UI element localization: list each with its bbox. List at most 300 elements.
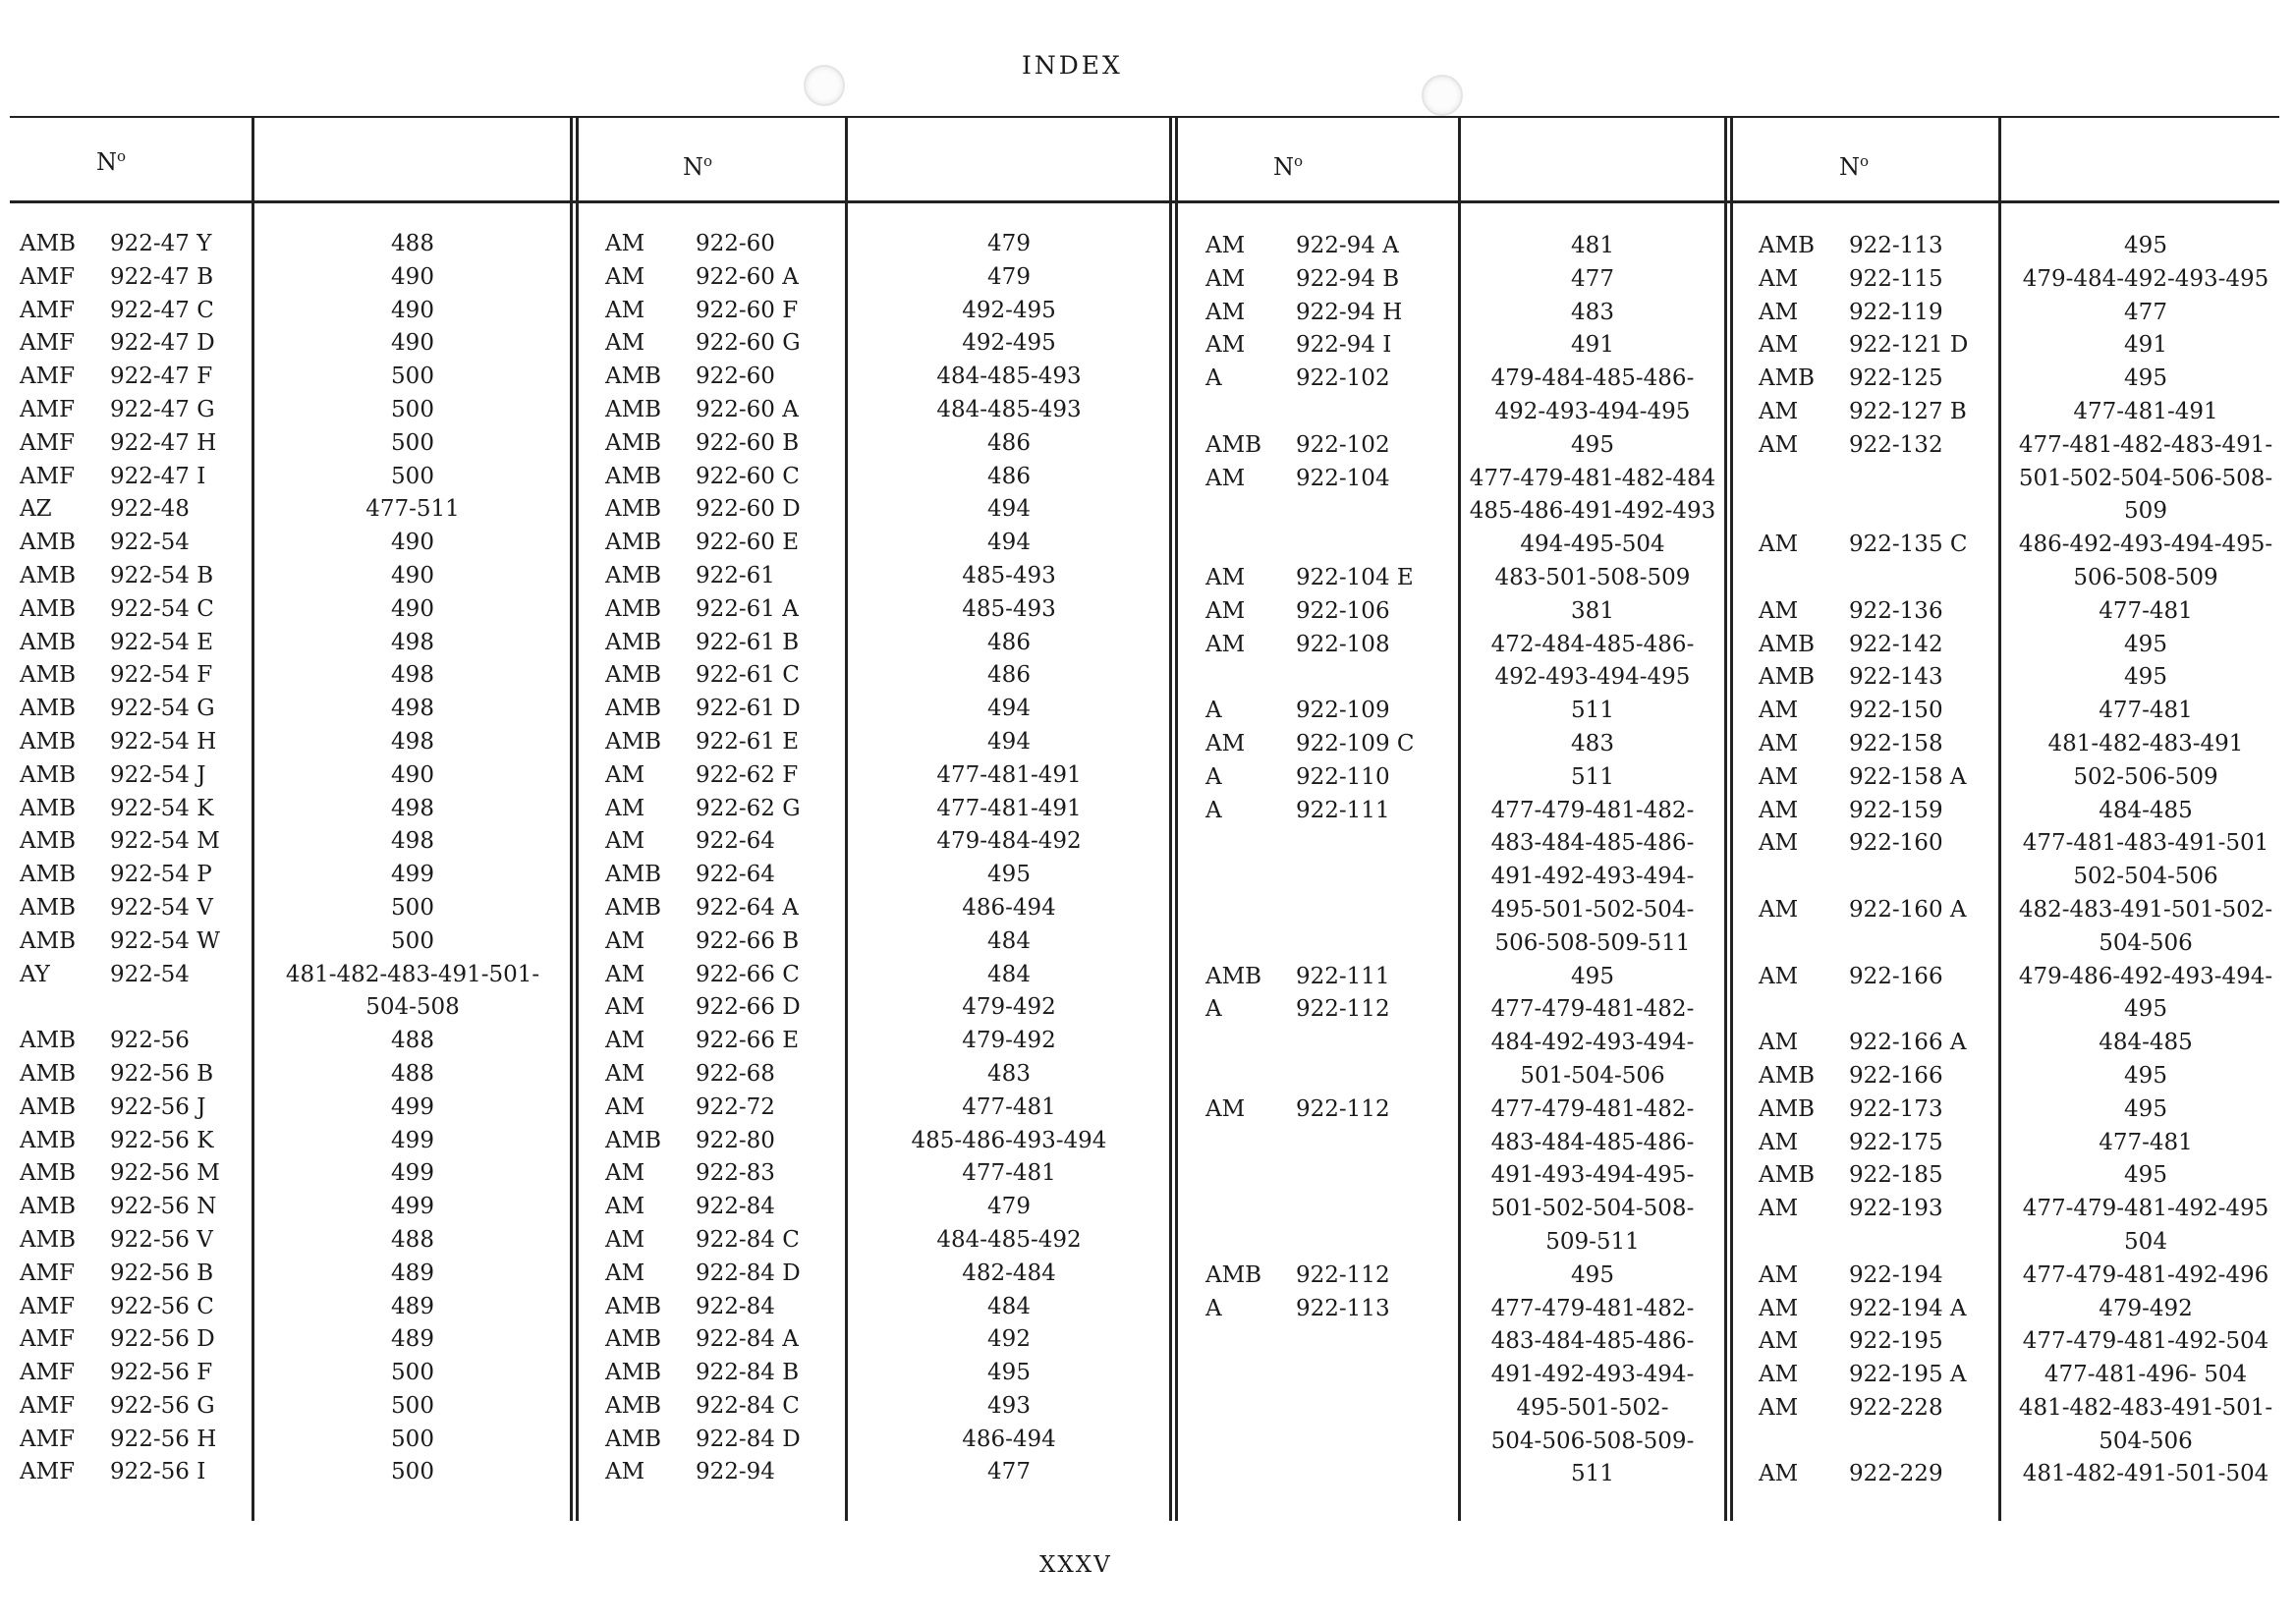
index-code-row (1759, 993, 1996, 1027)
code-prefix: AM (1205, 1095, 1246, 1122)
code-prefix: AMB (605, 530, 662, 556)
code-number: 922-115 (1849, 265, 1943, 292)
page-references: 495 (2124, 1162, 2167, 1189)
page-references: 492-495 (962, 297, 1056, 323)
page-references: 477-479-481-482- (1490, 996, 1695, 1023)
page-references: 501-502-504-508- (1490, 1196, 1695, 1222)
code-prefix: AMB (605, 595, 662, 622)
index-code-row (1205, 562, 1455, 595)
code-number: 922-113 (1849, 233, 1943, 258)
code-prefix: AMB (20, 894, 77, 921)
code-number: 922-132 (1849, 431, 1943, 458)
code-number: 922-158 (1849, 730, 1943, 756)
page-references: 495 (2124, 996, 2167, 1023)
page-references: 477-481-483-491-501 (2022, 830, 2269, 857)
index-code-row (605, 1390, 841, 1424)
index-code-row (605, 1456, 841, 1489)
code-prefix: AM (1759, 1461, 1799, 1487)
page-references: 490 (391, 562, 434, 588)
index-code-row (1759, 1426, 1996, 1459)
index-code-row (1759, 1325, 1996, 1359)
page-references: 490 (391, 761, 434, 788)
code-number: 922-60 A (696, 263, 799, 290)
page-references: 499 (391, 1093, 434, 1120)
code-number: 922-119 (1849, 299, 1943, 325)
index-code-row (605, 991, 841, 1025)
code-prefix: AMB (20, 828, 77, 855)
page-references: 495 (2124, 631, 2167, 657)
page-references: 490 (391, 263, 434, 290)
page-references: 509 (2124, 498, 2167, 525)
code-prefix: AMB (20, 761, 77, 788)
page-references: 494-495-504 (1520, 532, 1665, 558)
code-number: 922-47 B (110, 263, 214, 290)
code-prefix: AMB (20, 1194, 77, 1220)
section-divider (570, 116, 573, 1521)
code-prefix: AMB (20, 728, 77, 755)
code-prefix: AMB (605, 496, 662, 523)
code-prefix: AMF (20, 429, 76, 456)
page-references: 477-479-481-482-484 (1469, 465, 1716, 491)
page-references: 498 (391, 696, 434, 722)
index-code-row (1759, 728, 1996, 761)
page-references: 488 (391, 1060, 434, 1087)
page-references: 492 (987, 1326, 1031, 1353)
code-number: 922-47 C (110, 297, 214, 323)
index-code-row (20, 493, 246, 527)
code-prefix: AMF (20, 463, 76, 489)
index-code-row (1759, 761, 1996, 795)
page-references: 499 (391, 1194, 434, 1220)
page-references: 494 (987, 728, 1031, 755)
code-prefix: AM (1759, 532, 1799, 558)
index-code-row (605, 825, 841, 859)
code-number: 922-160 A (1849, 896, 1967, 923)
code-number: 922-56 C (110, 1293, 214, 1319)
code-prefix: AMB (605, 662, 662, 689)
index-code-row (605, 1323, 841, 1357)
page-references: 482-484 (962, 1260, 1056, 1286)
page-references: 477-481-491 (936, 761, 1082, 788)
pages-column-4 (2000, 230, 2291, 1491)
index-code-row (605, 1424, 841, 1457)
index-code-row (1205, 761, 1455, 795)
page-references: 479 (987, 263, 1031, 290)
index-code-row (1759, 429, 1996, 463)
code-number: 922-54 H (110, 728, 217, 755)
index-code-row (20, 627, 246, 660)
page-references: 484-485 (2099, 1030, 2193, 1056)
code-number: 922-110 (1296, 763, 1390, 790)
page-number: XXXV (1039, 1552, 1112, 1578)
code-number: 922-54 (110, 961, 190, 987)
code-prefix: AZ (20, 496, 52, 523)
code-prefix: AMB (20, 1127, 77, 1153)
code-number: 922-109 C (1296, 730, 1415, 756)
code-number: 922-54 G (110, 696, 215, 722)
page-references: 490 (391, 595, 434, 622)
index-code-row (1205, 1093, 1455, 1127)
page-references: 479-486-492-493-494- (2018, 963, 2273, 989)
index-code-row (1759, 894, 1996, 927)
code-number: 922-84 B (696, 1360, 800, 1386)
page-references: 486-492-493-494-495- (2018, 532, 2273, 558)
code-prefix: AMB (1205, 1261, 1262, 1288)
page-references: 484-485-493 (936, 364, 1082, 390)
page-references: 477-481 (962, 1160, 1056, 1187)
page-references: 481-482-491-501-504 (2022, 1461, 2269, 1487)
index-code-row (1759, 1260, 1996, 1293)
code-number: 922-195 A (1849, 1362, 1967, 1388)
code-prefix: AMB (1205, 963, 1262, 989)
page-references: 486-494 (962, 1426, 1056, 1452)
code-prefix: AMB (605, 728, 662, 755)
index-code-row (20, 1224, 246, 1258)
code-number: 922-64 (696, 862, 775, 888)
code-prefix: AMB (20, 696, 77, 722)
page-references: 486 (987, 629, 1031, 655)
index-code-row (1759, 1193, 1996, 1226)
code-number: 922-56 N (110, 1194, 217, 1220)
code-number: 922-56 D (110, 1326, 215, 1353)
page-references: 500 (391, 1360, 434, 1386)
page-references: 479-492 (2099, 1295, 2193, 1321)
page-references: 495 (1571, 1261, 1614, 1288)
code-prefix: AMB (605, 463, 662, 489)
index-code-row (1205, 661, 1455, 695)
page-references: 489 (391, 1293, 434, 1319)
index-code-row (1205, 595, 1455, 629)
code-number: 922-195 (1849, 1328, 1943, 1355)
code-prefix: AMB (20, 795, 77, 821)
index-code-row (1759, 529, 1996, 562)
index-code-row (1759, 1027, 1996, 1060)
code-prefix: AM (1759, 299, 1799, 325)
index-code-row (1759, 629, 1996, 662)
code-number: 922-94 (696, 1459, 775, 1485)
code-number: 922-106 (1296, 597, 1390, 624)
page-references: 511 (1571, 698, 1614, 724)
code-number: 922-54 P (110, 862, 212, 888)
index-code-row (20, 859, 246, 892)
page-references: 488 (391, 1028, 434, 1054)
code-prefix: AM (1759, 1394, 1799, 1421)
index-code-row (20, 1323, 246, 1357)
page-references: 491-492-493-494- (1490, 1362, 1695, 1388)
page-references: 485-486-493-494 (911, 1127, 1107, 1153)
index-code-row (1205, 297, 1455, 330)
pages-column-1 (257, 228, 568, 1489)
page-references: 499 (391, 1160, 434, 1187)
code-number: 922-113 (1296, 1295, 1390, 1321)
code-number: 922-84 (696, 1194, 775, 1220)
page-references: 477 (1571, 265, 1614, 292)
code-prefix: A (1205, 698, 1222, 724)
code-prefix: AM (605, 297, 645, 323)
page-references: 500 (391, 463, 434, 489)
index-code-row (20, 560, 246, 593)
index-code-row (605, 394, 841, 427)
page-references: 500 (391, 1459, 434, 1485)
code-number: 922-47 Y (110, 231, 212, 256)
index-code-row (605, 1157, 841, 1191)
code-number: 922-150 (1849, 698, 1943, 724)
index-code-row (1759, 230, 1996, 263)
index-code-row (20, 461, 246, 494)
code-prefix: AM (1205, 465, 1246, 491)
index-code-row (1205, 529, 1455, 562)
code-prefix: AMF (20, 364, 76, 390)
code-number: 922-94 H (1296, 299, 1403, 325)
code-prefix: AM (605, 828, 645, 855)
index-code-row (605, 659, 841, 693)
index-code-row (1205, 1159, 1455, 1193)
index-code-row (20, 261, 246, 295)
code-prefix: AM (1759, 1295, 1799, 1321)
page-references: 488 (391, 231, 434, 256)
page-references: 479 (987, 1194, 1031, 1220)
page-references: 506-508-509-511 (1494, 929, 1691, 956)
code-prefix: AMF (20, 1360, 76, 1386)
index-code-row (605, 1357, 841, 1390)
page-references: 492-493-494-495 (1494, 664, 1691, 691)
code-prefix: AMB (1759, 631, 1816, 657)
code-number: 922-61 E (696, 728, 800, 755)
section-divider (576, 116, 579, 1521)
code-number: 922-54 C (110, 595, 214, 622)
code-number: 922-104 (1296, 465, 1390, 491)
index-code-row (1205, 230, 1455, 263)
index-code-row (1205, 629, 1455, 662)
code-number: 922-60 G (696, 330, 801, 357)
index-code-row (605, 1258, 841, 1291)
index-code-row (20, 327, 246, 361)
page-references: 484-485-493 (936, 396, 1082, 422)
index-code-row (1759, 1458, 1996, 1491)
index-code-row (1205, 1458, 1455, 1491)
code-number: 922-185 (1849, 1162, 1943, 1189)
index-code-row (1205, 1392, 1455, 1426)
code-prefix: AM (1759, 1129, 1799, 1155)
code-prefix: AMB (20, 1093, 77, 1120)
code-number: 922-60 D (696, 496, 801, 523)
index-code-row (605, 361, 841, 394)
page-references: 477-481 (2099, 1129, 2193, 1155)
code-prefix: AM (605, 1260, 645, 1286)
page-references: 495 (2124, 233, 2167, 258)
page-references: 509-511 (1545, 1228, 1640, 1255)
index-code-row (20, 361, 246, 394)
page-references: 495 (2124, 1095, 2167, 1122)
code-number: 922-104 E (1296, 564, 1414, 590)
page-references: 490 (391, 330, 434, 357)
index-code-row (20, 892, 246, 925)
code-number: 922-64 A (696, 894, 799, 921)
code-number: 922-56 B (110, 1260, 214, 1286)
page-references: 500 (391, 1392, 434, 1419)
code-number: 922-54 M (110, 828, 220, 855)
code-prefix: AM (1759, 830, 1799, 857)
code-prefix: AMB (1205, 431, 1262, 458)
code-prefix: AM (1759, 1261, 1799, 1288)
code-number: 922-56 J (110, 1093, 206, 1120)
code-number: 922-72 (696, 1093, 775, 1120)
code-number: 922-54 (110, 530, 190, 556)
index-code-row (605, 461, 841, 494)
page-references: 477 (987, 1459, 1031, 1485)
code-prefix: AMB (605, 1326, 662, 1353)
index-code-row (1205, 495, 1455, 529)
page-references: 502-506-509 (2073, 763, 2218, 790)
code-number: 922-54 V (110, 894, 213, 921)
index-code-row (1759, 861, 1996, 894)
code-prefix: AM (1205, 597, 1246, 624)
index-code-row (1759, 562, 1996, 595)
code-number: 922-84 A (696, 1326, 799, 1353)
index-code-row (20, 1357, 246, 1390)
code-prefix: AY (20, 961, 50, 987)
page-references: 511 (1571, 763, 1614, 790)
index-code-row (1759, 463, 1996, 496)
index-code-row (20, 1191, 246, 1224)
code-prefix: AM (1759, 730, 1799, 756)
code-number: 922-194 A (1849, 1295, 1967, 1321)
pages-column-2 (851, 228, 1167, 1489)
page-references: 495 (2124, 365, 2167, 392)
code-prefix: AMB (1759, 664, 1816, 691)
page-references: 495 (2124, 664, 2167, 691)
code-prefix: AMB (1759, 365, 1816, 392)
page-references: 495 (1571, 431, 1614, 458)
page-references: 479-484-485-486- (1490, 365, 1695, 392)
code-number: 922-54 B (110, 562, 214, 588)
code-prefix: AM (1759, 797, 1799, 823)
code-prefix: AM (605, 1459, 645, 1485)
index-code-row (1759, 1093, 1996, 1127)
code-prefix: AM (605, 1226, 645, 1253)
code-number: 922-66 B (696, 927, 800, 954)
index-code-row (1759, 396, 1996, 429)
code-number: 922-112 (1296, 1261, 1390, 1288)
code-prefix: AM (1759, 597, 1799, 624)
index-code-row (20, 659, 246, 693)
page-references: 484-485 (2099, 797, 2193, 823)
code-number: 922-54 W (110, 927, 220, 954)
index-code-row (605, 560, 841, 593)
code-number: 922-160 (1849, 830, 1943, 857)
code-number: 922-64 (696, 828, 775, 855)
page-references: 498 (391, 662, 434, 689)
code-number: 922-166 (1849, 963, 1943, 989)
index-code-row (1205, 1426, 1455, 1459)
index-code-row (1759, 1392, 1996, 1426)
page-references: 495 (987, 862, 1031, 888)
page-references: 485-493 (962, 595, 1056, 622)
code-number: 922-47 D (110, 330, 215, 357)
index-code-row (605, 1125, 841, 1158)
page-references: 479-484-492 (936, 828, 1082, 855)
index-code-row (1205, 363, 1455, 396)
page-references: 481-482-483-491-501- (2018, 1394, 2273, 1421)
index-code-row (1759, 795, 1996, 828)
page-references: 486-494 (962, 894, 1056, 921)
index-code-row (1205, 861, 1455, 894)
index-code-row (1205, 1027, 1455, 1060)
index-code-row (20, 726, 246, 759)
code-prefix: AM (1759, 332, 1799, 359)
page-references: 490 (391, 297, 434, 323)
code-number: 922-54 K (110, 795, 214, 821)
code-prefix: AM (1205, 233, 1246, 258)
index-code-row (20, 1291, 246, 1324)
index-code-row (1759, 1060, 1996, 1093)
index-code-row (1205, 894, 1455, 927)
index-code-row (605, 693, 841, 726)
code-number: 922-229 (1849, 1461, 1943, 1487)
code-number: 922-54 E (110, 629, 214, 655)
page-references: 479-492 (962, 994, 1056, 1021)
code-prefix: AMF (20, 396, 76, 422)
code-number: 922-56 M (110, 1160, 220, 1187)
code-prefix: AM (1759, 896, 1799, 923)
code-prefix: AMB (605, 396, 662, 422)
index-code-row (20, 959, 246, 992)
code-prefix: A (1205, 763, 1222, 790)
index-code-row (605, 726, 841, 759)
code-prefix: AM (605, 330, 645, 357)
code-prefix: AMB (20, 595, 77, 622)
page-references: 506-508-509 (2073, 564, 2218, 590)
code-prefix: AMB (20, 629, 77, 655)
index-code-row (605, 1058, 841, 1092)
page-references: 500 (391, 1426, 434, 1452)
page-references: 490 (391, 530, 434, 556)
code-prefix: AMB (605, 629, 662, 655)
code-prefix: AMF (20, 1293, 76, 1319)
page-references: 492-493-494-495 (1494, 398, 1691, 424)
page-references: 500 (391, 396, 434, 422)
code-number: 922-84 (696, 1293, 775, 1319)
code-number: 922-127 B (1849, 398, 1967, 424)
code-number: 922-109 (1296, 698, 1390, 724)
code-prefix: AMB (20, 562, 77, 588)
code-prefix: AM (1759, 698, 1799, 724)
page-references: 495-501-502- (1516, 1394, 1669, 1421)
code-prefix: AMB (20, 1226, 77, 1253)
section-divider (1175, 116, 1178, 1521)
page-references: 477-481 (2099, 597, 2193, 624)
code-prefix: AMF (20, 1260, 76, 1286)
page-references: 504-506 (2099, 1428, 2193, 1454)
code-number: 922-66 C (696, 961, 800, 987)
code-number: 922-60 B (696, 429, 800, 456)
page-references: 479 (987, 231, 1031, 256)
code-prefix: AM (1759, 1328, 1799, 1355)
index-code-row (1759, 1226, 1996, 1260)
index-code-row (1759, 1293, 1996, 1326)
index-code-row (605, 793, 841, 826)
index-code-row (1759, 1159, 1996, 1193)
index-code-row (1759, 363, 1996, 396)
code-number: 922-94 A (1296, 233, 1399, 258)
code-prefix: AM (1759, 431, 1799, 458)
page-references: 501-502-504-506-508- (2018, 465, 2273, 491)
code-prefix: AMF (20, 263, 76, 290)
code-prefix: AM (1759, 265, 1799, 292)
code-number: 922-194 (1849, 1261, 1943, 1288)
index-code-row (20, 394, 246, 427)
code-prefix: AM (605, 927, 645, 954)
